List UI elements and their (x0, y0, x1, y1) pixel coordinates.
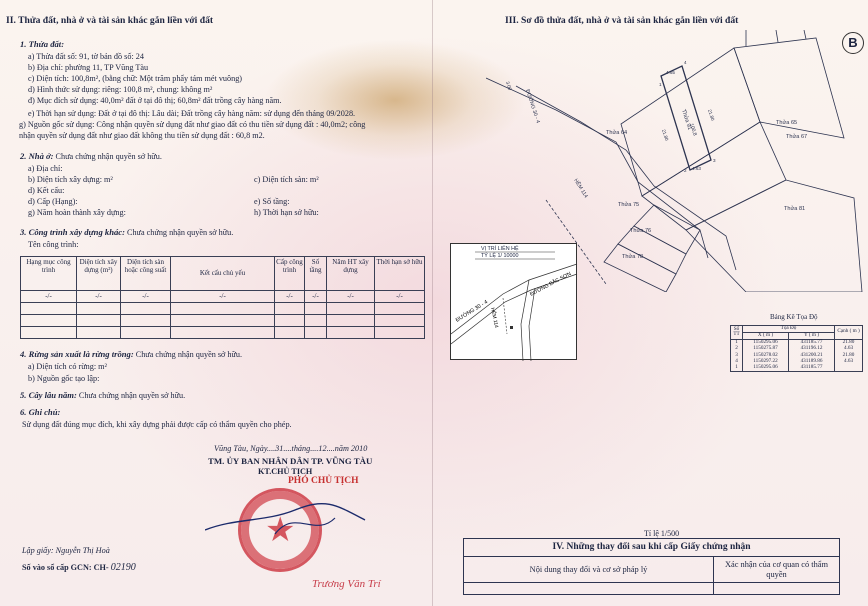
house-grade: d) Cấp (Hạng): (28, 197, 78, 206)
works-name-label: Tên công trình: (28, 240, 79, 249)
neighbor-label: Thửa 64 (606, 130, 628, 136)
neighbor-label: Thửa 76 (630, 228, 652, 234)
works-col-grade: Cấp công trình (275, 257, 305, 291)
sign-authority: TM. ỦY BAN NHÂN DÂN TP. VŨNG TÀU (208, 456, 373, 466)
table-row (464, 583, 840, 595)
works-cell: -/- (305, 291, 327, 303)
signature-scribble (205, 500, 375, 545)
house-structure: d) Kết cấu: (28, 186, 65, 195)
corner-label: 2 (684, 168, 687, 173)
table-row (21, 303, 425, 315)
works-col-floor-area: Diện tích sàn hoặc công suất (121, 257, 171, 291)
dim-label: 21.80 (661, 128, 670, 142)
neighbor-label: Thửa 67 (786, 134, 808, 140)
corner-label: 3 (713, 158, 716, 163)
works-cell: -/- (77, 291, 121, 303)
neighbor-parcel (604, 244, 676, 292)
works-cell: -/- (171, 291, 275, 303)
forest-area: a) Diện tích có rừng: m² (28, 362, 107, 371)
house-heading: 2. Nhà ở: (20, 151, 54, 161)
coords-col-group: Tọa Độ (743, 326, 835, 333)
works-col-year: Năm HT xây dựng (327, 257, 375, 291)
house-build-area: b) Diện tích xây dựng: m² (28, 175, 113, 184)
works-cell: -/- (275, 291, 305, 303)
minimap-roads (451, 244, 578, 361)
minimap-road2: ĐƯỜNG BẮC SƠN (529, 271, 573, 298)
dim-label: 21.80 (707, 108, 716, 122)
works-table-header (21, 257, 425, 291)
sign-place-date: Vũng Tàu, Ngày....31....tháng....12....năm 2010 (214, 444, 368, 453)
subject-parcel-area: 100,8 (688, 122, 698, 137)
section-2-title: II. Thửa đất, nhà ở và tài sản khác gắn liền với đất (6, 15, 214, 26)
works-col-build-area: Diện tích xây dựng (m²) (77, 257, 121, 291)
table-row: 1 1150295.06 431185.77 (731, 365, 863, 372)
table-row: 1 1150295.06 431185.77 21.80 (731, 339, 863, 346)
land-heading: 1. Thửa đất: (20, 39, 65, 49)
forest-status: Chưa chứng nhận quyền sở hữu. (135, 350, 243, 359)
subject-parcel-label: Thửa 91 (680, 108, 693, 131)
book-label: Số vào sổ cấp GCN: CH- (22, 563, 109, 572)
table-row: 3 1150278.02 431200.21 21.80 (731, 352, 863, 359)
works-cell: -/- (21, 291, 77, 303)
works-col-floors: Số tầng (305, 257, 327, 291)
land-purpose: đ) Mục đích sử dụng: 40,0m² đất ở tại đô thị; 60,8m² đất trồng cây hàng năm. (28, 96, 282, 105)
section-3-title: III. Sơ đồ thửa đất, nhà ở và tài sản khác gắn liền với đất (505, 15, 739, 26)
neighbor-parcel (686, 180, 862, 292)
forest-heading: 4. Rừng sản xuất là rừng trồng: (20, 349, 134, 359)
coords-title: Bảng Kê Tọa Độ (770, 313, 818, 321)
coords-table (730, 325, 863, 372)
changes-col-confirm: Xác nhận của cơ quan có thẩm quyền (714, 557, 840, 583)
dim-label: 4.65 (666, 70, 675, 75)
works-col-item: Hạng mục công trình (21, 257, 77, 291)
location-minimap (450, 243, 577, 360)
works-cell: -/- (121, 291, 171, 303)
house-address: a) Địa chỉ: (28, 164, 63, 173)
neighbor-parcel (618, 226, 686, 274)
page-badge: B (842, 32, 864, 54)
corner-label: 1 (659, 82, 662, 87)
notes-text: Sử dụng đất đúng mục đích, khi xây dựng phải được cấp có thẩm quyền cho phép. (22, 420, 292, 429)
minimap-alley: HẺM 114 (489, 307, 500, 329)
coords-col-edge: Cạnh ( m ) (835, 326, 863, 340)
dim-label: 4.63 (692, 166, 701, 171)
star-icon: ★ (265, 512, 296, 549)
house-year: g) Năm hoàn thành xây dựng: (28, 208, 126, 217)
corner-label: 4 (684, 60, 687, 65)
sign-vice-chairman: PHÓ CHỦ TỊCH (288, 476, 359, 486)
forest-heading-line (20, 350, 242, 360)
prepared-by: Lập giấy: Nguyễn Thị Hoà (22, 546, 110, 555)
road-width-label: 3.00 (505, 80, 513, 91)
house-floors: e) Số tầng: (254, 197, 290, 206)
works-heading: 3. Công trình xây dựng khác: (20, 227, 125, 237)
road-edge-line (486, 78, 708, 258)
book-number: 02190 (110, 562, 136, 573)
coords-col-x: X ( m ) (743, 332, 789, 339)
land-area: c) Diện tích: 100,8m², (bằng chữ: Một trăm phẩy tám mét vuông) (28, 74, 243, 83)
table-row (21, 327, 425, 339)
works-col-term: Thời hạn sở hữu (375, 257, 425, 291)
table-row: 2 1150275.87 431196.12 4.63 (731, 346, 863, 353)
house-ownership-term: h) Thời hạn sở hữu: (254, 208, 319, 217)
table-row: 4 1150297.22 431189.86 4.63 (731, 359, 863, 366)
table-row (21, 291, 425, 303)
minimap-scale: TỶ LỆ 1/ 10000 (481, 253, 519, 259)
land-address: b) Địa chỉ: phường 11, TP Vũng Tàu (28, 63, 149, 72)
road-label: ĐƯỜNG 30 - 4 (524, 88, 541, 125)
page-fold (432, 0, 433, 606)
neighbor-parcel (642, 122, 786, 230)
house-status: Chưa chứng nhận quyền sở hữu. (55, 152, 162, 161)
minimap-road1: ĐƯỜNG 30 - 4 (454, 299, 490, 324)
perennial-heading-line (20, 391, 185, 401)
drawing-scale: Tỉ lệ 1/500 (644, 529, 680, 538)
coords-col-y: Y ( m ) (789, 332, 835, 339)
works-cell: -/- (375, 291, 425, 303)
land-origin-cont: nhận quyền sử dụng đất như giao đất không thu tiền sử dụng đất : 60,8 m2. (19, 131, 265, 140)
forest-origin: b) Nguồn gốc tạo lập: (28, 374, 100, 383)
land-usage-form: d) Hình thức sử dụng: riêng: 100,8 m², chung: không m² (28, 85, 213, 94)
land-term: e) Thời hạn sử dụng: Đất ở tại đô thị: Lâu dài; Đất trồng cây hàng năm: sử dụng đến tháng 09/2028. (28, 109, 356, 118)
works-cell: -/- (327, 291, 375, 303)
sign-kt: KT.CHỦ TỊCH (258, 467, 313, 476)
alley-label: HẺM 114 (572, 177, 589, 200)
book-number-line (22, 562, 136, 574)
neighbor-label: Thửa 81 (784, 206, 806, 212)
works-status: Chưa chứng nhận quyền sở hữu. (127, 228, 234, 237)
perennial-heading: 5. Cây lâu năm: (20, 390, 77, 400)
coords-col-no: Số TT (731, 326, 743, 340)
neighbor-label: Thửa 78 (622, 254, 644, 260)
house-floor-area: c) Diện tích sàn: m² (254, 175, 319, 184)
perennial-status: Chưa chứng nhận quyền sở hữu. (78, 391, 186, 400)
notes-heading: 6. Ghi chú: (20, 407, 61, 417)
neighbor-label: Thửa 65 (776, 120, 798, 126)
minimap-title: VỊ TRÍ LIÊN HỆ (481, 246, 519, 252)
works-heading-line (20, 228, 233, 238)
land-parcel-no: a) Thửa đất số: 91, tờ bản đồ số: 24 (28, 52, 144, 61)
changes-title: IV. Những thay đổi sau khi cấp Giấy chứng nhận (464, 539, 840, 557)
house-heading-line (20, 152, 162, 162)
changes-table (463, 538, 840, 595)
signer-name: Trương Văn Trí (312, 578, 381, 590)
table-row (21, 315, 425, 327)
works-col-structure: Kết cấu chủ yếu (171, 257, 275, 291)
neighbor-label: Thửa 75 (618, 202, 640, 208)
changes-col-content: Nội dung thay đổi và cơ sở pháp lý (464, 557, 714, 583)
land-origin: g) Nguồn gốc sử dụng: Công nhận quyền sử dụng đất như giao đất có thu tiền sử dụng đất : 40,0m2; công (19, 120, 366, 129)
works-table (20, 256, 425, 339)
